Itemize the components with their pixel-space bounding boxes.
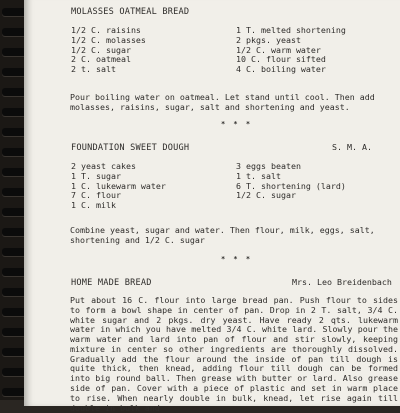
cookbook-page bbox=[24, 0, 400, 413]
ingredient-list-left bbox=[71, 162, 166, 211]
ingredient-list-right bbox=[236, 162, 346, 201]
ingredient: 1/2 C. warm water bbox=[236, 44, 321, 55]
ingredient: 1 C. lukewarm water bbox=[71, 180, 166, 191]
ingredient: 1/2 C. sugar bbox=[71, 44, 131, 55]
recipe-instructions: Pour boiling water on oatmeal. Let stand until cool. Then add molasses, raisins, sugar, salt and shortening and yeast. bbox=[70, 92, 375, 112]
recipe-instructions: Put about 16 C. flour into large bread pan. Push flour to sides to form a bowl shape in center of pan. Drop in 2 T. salt, 3/4 C. white sugar and 2 pkgs. dry yeast. Have ready 2 qts. lukewarm water in which you have melted 3/4 C. white lard. Slowly pour the warm water and lard into pan of flour and stir slowly, keeping mixture in center so other ingredients are thoroughly dissolved. Gradually add the flour around the inside of pan till dough is quite thick, then knead, adding flour till dough can be formed into big round ball. Then grease with butter or lard. Also grease side of pan. Cover with a piece of plastic and set in warm place to rise. When nearly double in bulk, knead, let rise again till double in bulk and bbox=[70, 295, 398, 413]
recipe-instructions: Combine yeast, sugar and water. Then flour, milk, eggs, salt, shortening and 1/2 C. sugar bbox=[70, 225, 375, 245]
ingredient: 2 yeast cakes bbox=[71, 161, 136, 171]
ingredient: 2 C. oatmeal bbox=[71, 54, 131, 65]
ingredient: 3 eggs beaten bbox=[236, 161, 301, 171]
ingredient: 1 T. melted shortening bbox=[236, 25, 346, 35]
ingredient: 1/2 C. raisins bbox=[71, 25, 141, 35]
ingredient: 2 pkgs. yeast bbox=[236, 34, 301, 45]
ingredient: 10 C. flour sifted bbox=[236, 54, 326, 65]
section-separator: * * * bbox=[221, 120, 253, 128]
ingredient-list-right bbox=[236, 26, 346, 75]
recipe-title: HOME MADE BREAD bbox=[71, 278, 152, 288]
ingredient: 4 C. boiling water bbox=[236, 64, 326, 75]
recipe-author: Mrs. Leo Breidenbach bbox=[292, 277, 392, 287]
recipe-title: FOUNDATION SWEET DOUGH bbox=[71, 143, 190, 153]
ingredient: 1 t. salt bbox=[236, 170, 281, 181]
ingredient: 1 T. sugar bbox=[71, 170, 121, 181]
section-separator: * * * bbox=[221, 255, 253, 263]
recipe-title: MOLASSES OATMEAL BREAD bbox=[71, 7, 190, 17]
recipe-author: S. M. A. bbox=[332, 142, 372, 152]
ingredient-list-left bbox=[71, 26, 146, 75]
ingredient: 6 T. shortening (lard) bbox=[236, 180, 346, 191]
ingredient: 2 t. salt bbox=[71, 64, 116, 75]
ingredient: 1 C. milk bbox=[71, 200, 116, 211]
ingredient: 1/2 C. sugar bbox=[236, 190, 296, 201]
ingredient: 1/2 C. molasses bbox=[71, 34, 146, 45]
ingredient: 7 C. flour bbox=[71, 190, 121, 201]
